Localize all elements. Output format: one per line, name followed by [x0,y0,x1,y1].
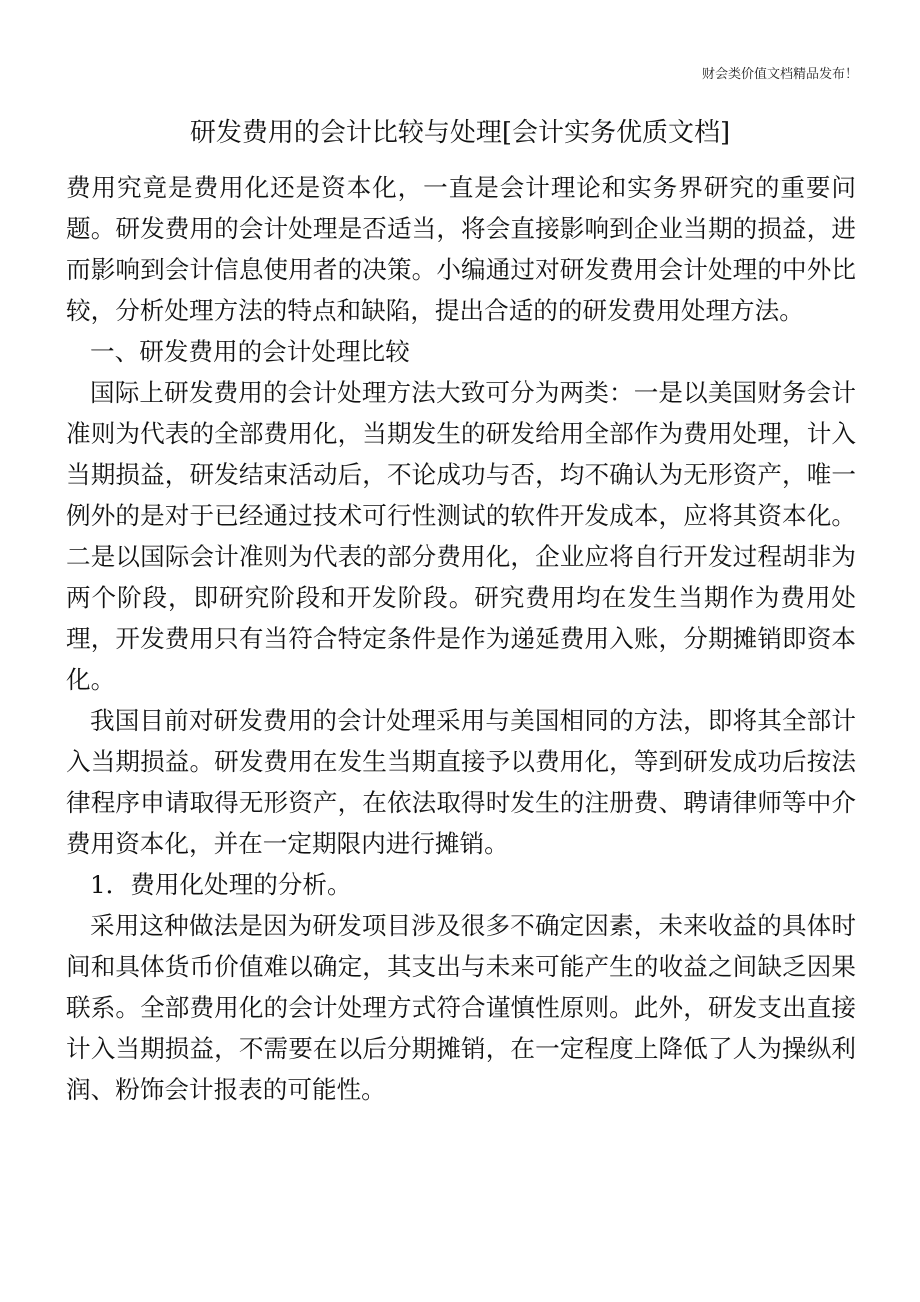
expensing-analysis-paragraph: 采用这种做法是因为研发项目涉及很多不确定因素，未来收益的具体时间和具体货币价值难以确定，其支出与未来可能产生的收益之间缺乏因果联系。全部费用化的会计处理方式符合谨慎性原则。此外，研发支出直接计入当期损益，不需要在以后分期摊销，在一定程度上降低了人为操纵利润、粉饰会计报表的可能性。 [66,911,856,1104]
domestic-practice-paragraph: 我国目前对研发费用的会计处理采用与美国相同的方法，即将其全部计入当期损益。研发费用在发生当期直接予以费用化，等到研发成功后按法律程序申请取得无形资产，在依法取得时发生的注册费、聘请律师等中介费用资本化，并在一定期限内进行摊销。 [66,706,856,858]
subsection-heading-1: 1．费用化处理的分析。 [90,870,352,899]
document-body [66,167,856,1110]
header-note: 财会类价值文档精品发布！ [701,67,858,82]
document-title: 研发费用的会计比较与处理[会计实务优质文档] [189,118,731,148]
section-heading-1: 一、研发费用的会计处理比较 [90,337,410,366]
international-practice-paragraph: 国际上研发费用的会计处理方法大致可分为两类：一是以美国财务会计准则为代表的全部费用化，当期发生的研发给用全部作为费用处理，计入当期损益，研发结束活动后，不论成功与否，均不确认为无形资产，唯一例外的是对于已经通过技术可行性测试的软件开发成本，应将其资本化。二是以国际会计准则为代表的部分费用化，企业应将自行开发过程胡非为两个阶段，即研究阶段和开发阶段。研究费用均在发生当期作为费用处理，开发费用只有当符合特定条件是作为递延费用入账，分期摊销即资本化。 [66,378,856,694]
intro-paragraph: 费用究竟是费用化还是资本化，一直是会计理论和实务界研究的重要问题。研发费用的会计处理是否适当，将会直接影响到企业当期的损益，进而影响到会计信息使用者的决策。小编通过对研发费用会计处理的中外比较，分析处理方法的特点和缺陷，提出合适的的研发费用处理方法。 [66,173,856,325]
